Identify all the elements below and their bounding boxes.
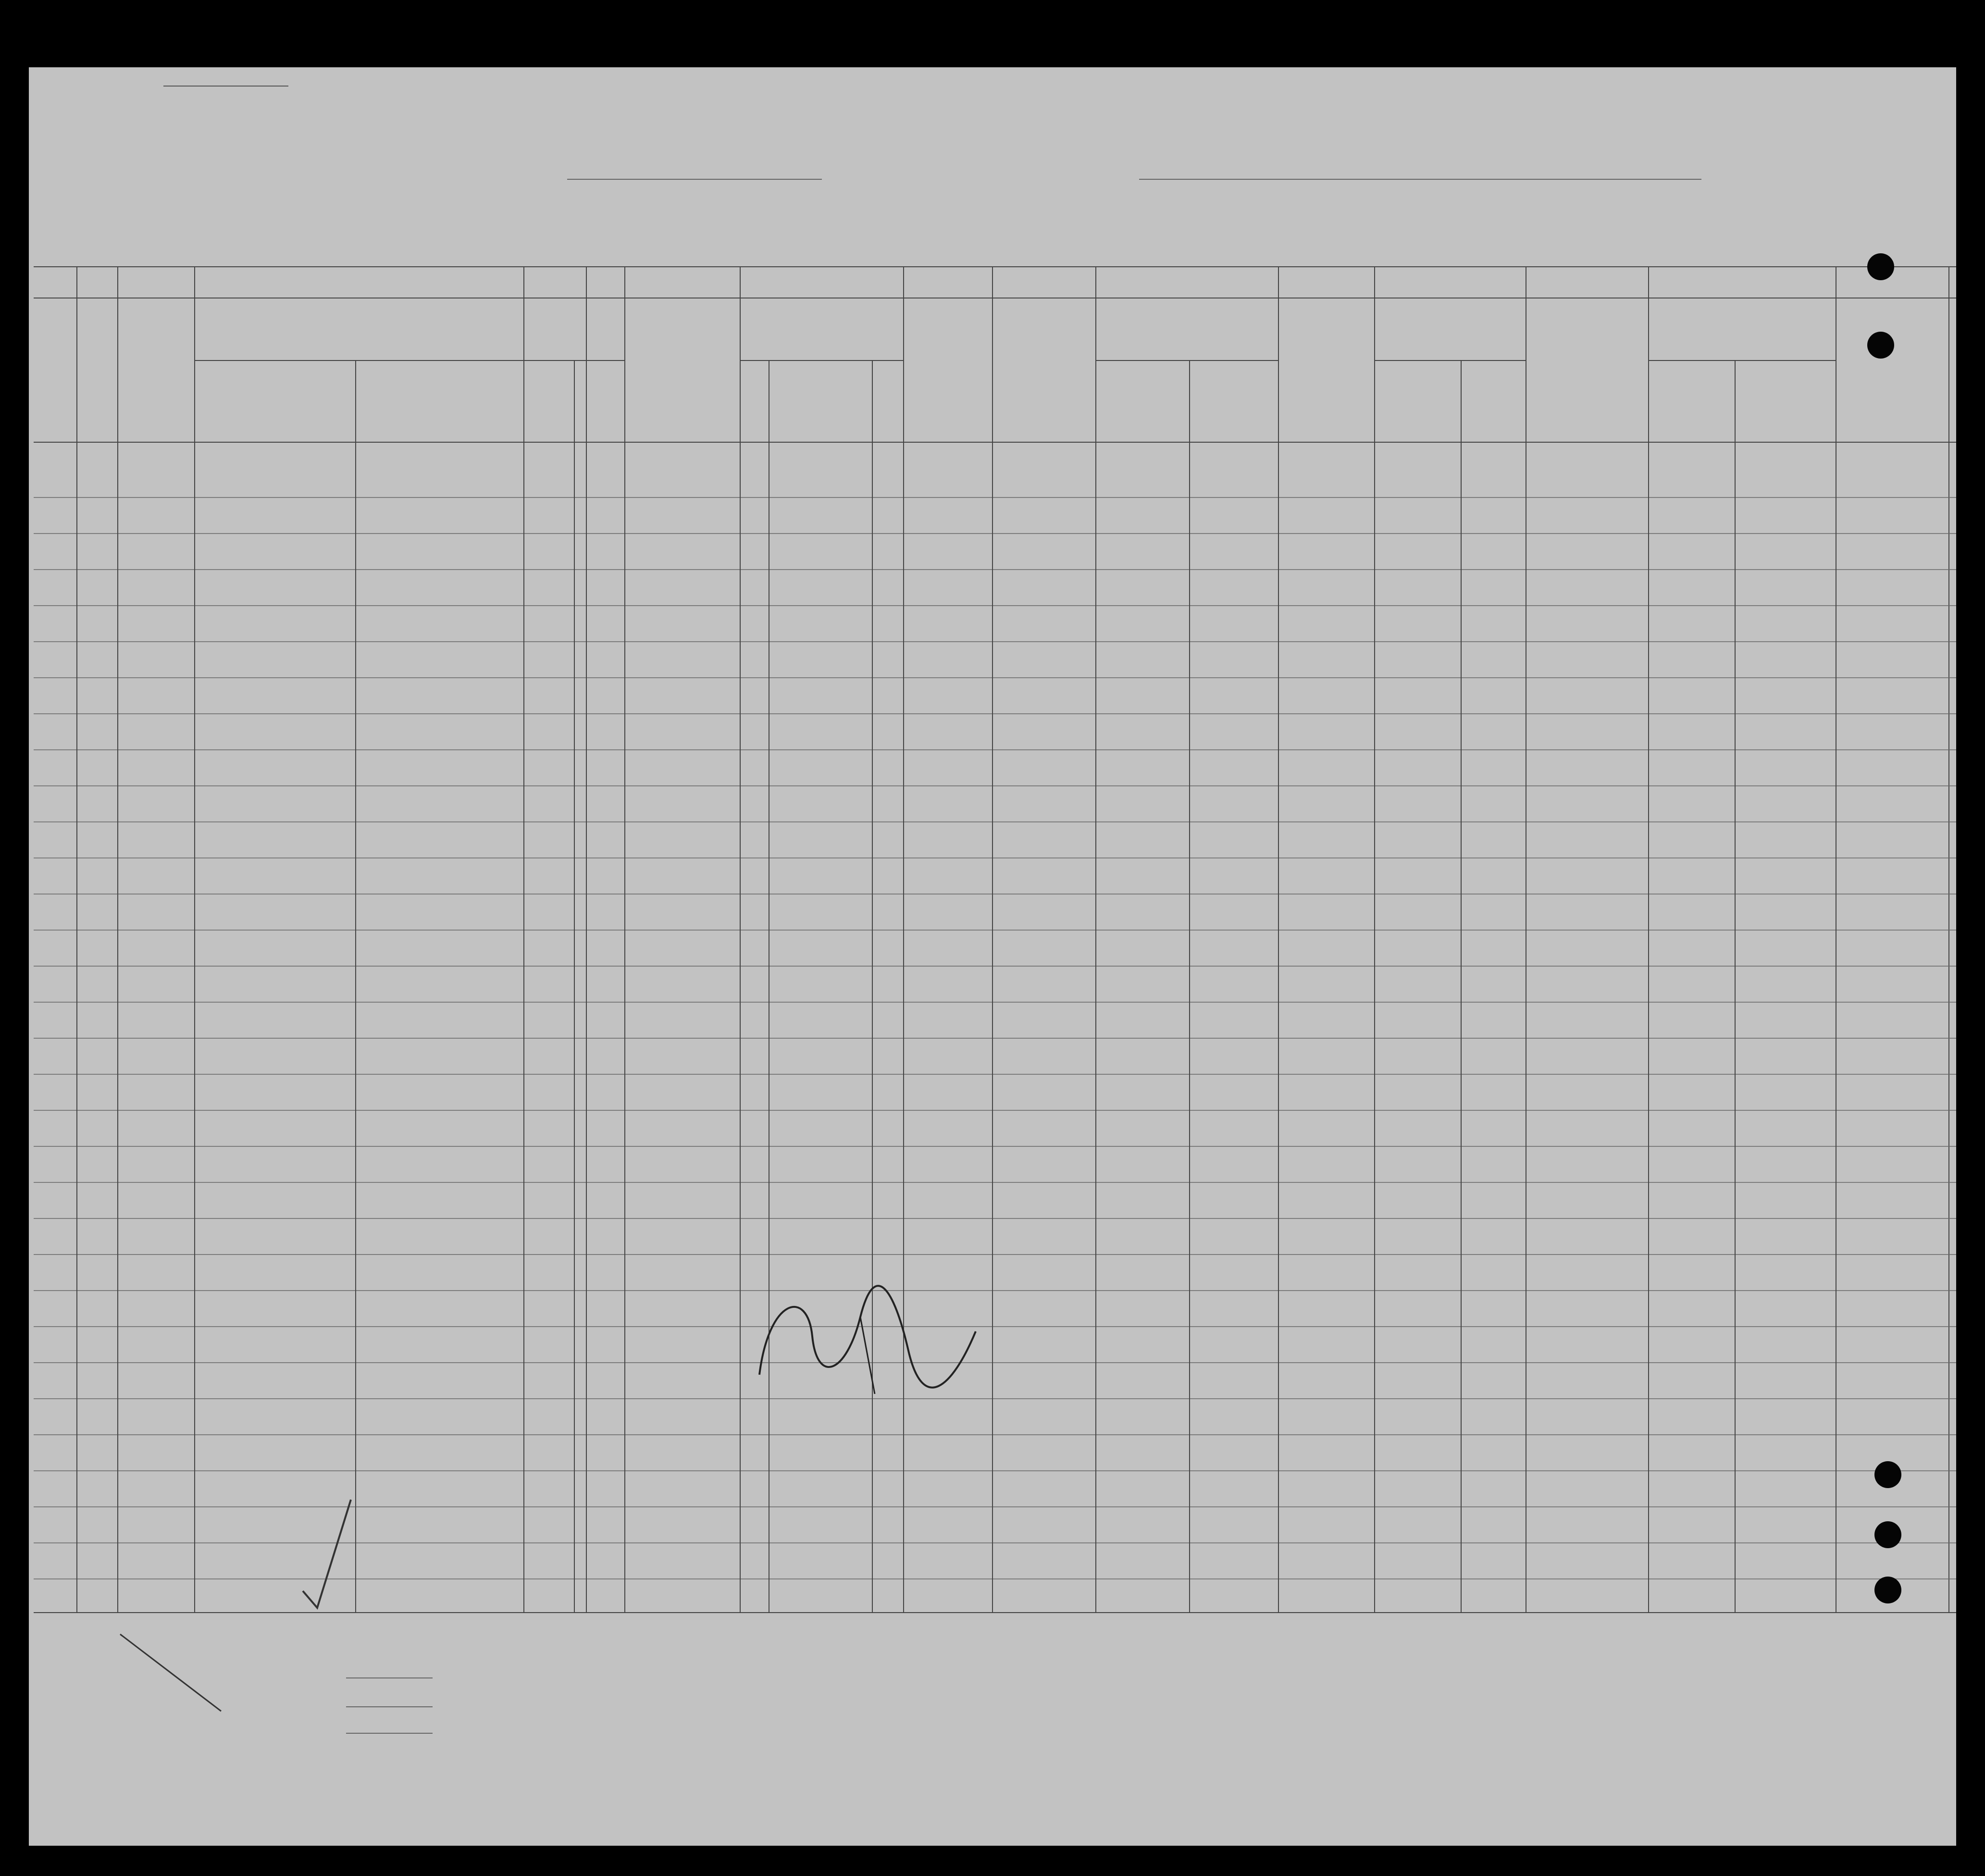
- totals-slash: [115, 1629, 231, 1716]
- aliens-underline: [346, 1733, 433, 1734]
- binder-hole: [1874, 1521, 1901, 1548]
- citizens-underline: [346, 1706, 433, 1707]
- binder-hole: [1867, 253, 1894, 280]
- tally-check-mark: [298, 1495, 356, 1610]
- binder-hole: [1874, 1577, 1901, 1603]
- binder-hole: [1867, 332, 1894, 359]
- inspector-signature: [750, 1279, 990, 1404]
- binder-hole: [1874, 1461, 1901, 1488]
- total-underline: [346, 1677, 433, 1678]
